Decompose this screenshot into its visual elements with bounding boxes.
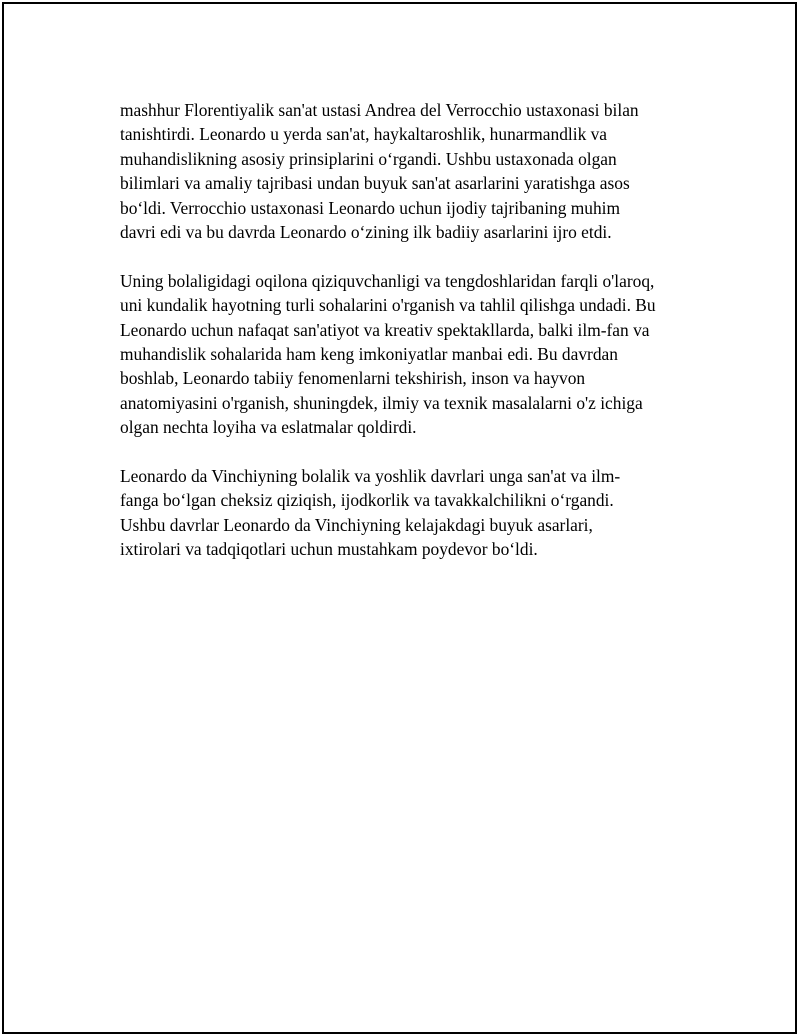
text-line: Leonardo da Vinchiyning bolalik va yoshlik davrlari unga san'at va ilm- (120, 466, 621, 487)
text-line: tanishtirdi. Leonardo u yerda san'at, haykaltaroshlik, hunarmandlik va (120, 124, 608, 145)
text-line: Leonardo uchun nafaqat san'atiyot va kreativ spektakllarda, balki ilm-fan va (120, 319, 650, 340)
document-body (120, 98, 710, 586)
text-line: olgan nechta loyiha va eslatmalar qoldirdi. (120, 417, 417, 438)
text-line: bo‘ldi. Verrocchio ustaxonasi Leonardo uchun ijodiy tajribaning muhim (120, 197, 621, 218)
text-line: muhandislikning asosiy prinsiplarini o‘rgandi. Ushbu ustaxonada olgan (120, 148, 617, 169)
text-line: bilimlari va amaliy tajribasi undan buyuk san'at asarlarini yaratishga asos (120, 173, 630, 194)
paragraph-3 (120, 464, 710, 562)
text-line: davri edi va bu davrda Leonardo o‘zining ilk badiiy asarlarini ijro etdi. (120, 222, 612, 243)
text-line: uni kundalik hayotning turli sohalarini o'rganish va tahlil qilishga undadi. Bu (120, 295, 656, 316)
paragraph-1 (120, 98, 710, 244)
text-line: anatomiyasini o'rganish, shuningdek, ilmiy va texnik masalalarni o'z ichiga (120, 392, 643, 413)
text-line: fanga bo‘lgan cheksiz qiziqish, ijodkorlik va tavakkalchilikni o‘rgandi. (120, 490, 614, 511)
text-line: mashhur Florentiyalik san'at ustasi Andrea del Verrocchio ustaxonasi bilan (120, 100, 639, 120)
paragraph-2 (120, 269, 710, 440)
text-line: muhandislik sohalarida ham keng imkoniyatlar manbai edi. Bu davrdan (120, 344, 618, 365)
text-line: boshlab, Leonardo tabiiy fenomenlarni tekshirish, inson va hayvon (120, 368, 586, 389)
text-line: ixtirolari va tadqiqotlari uchun mustahkam poydevor bo‘ldi. (120, 539, 538, 560)
text-line: Uning bolaligidagi oqilona qiziquvchanligi va tengdoshlaridan farqli o'laroq, (120, 270, 655, 291)
page-frame (2, 2, 797, 1034)
text-line: Ushbu davrlar Leonardo da Vinchiyning kelajakdagi buyuk asarlari, (120, 514, 593, 535)
